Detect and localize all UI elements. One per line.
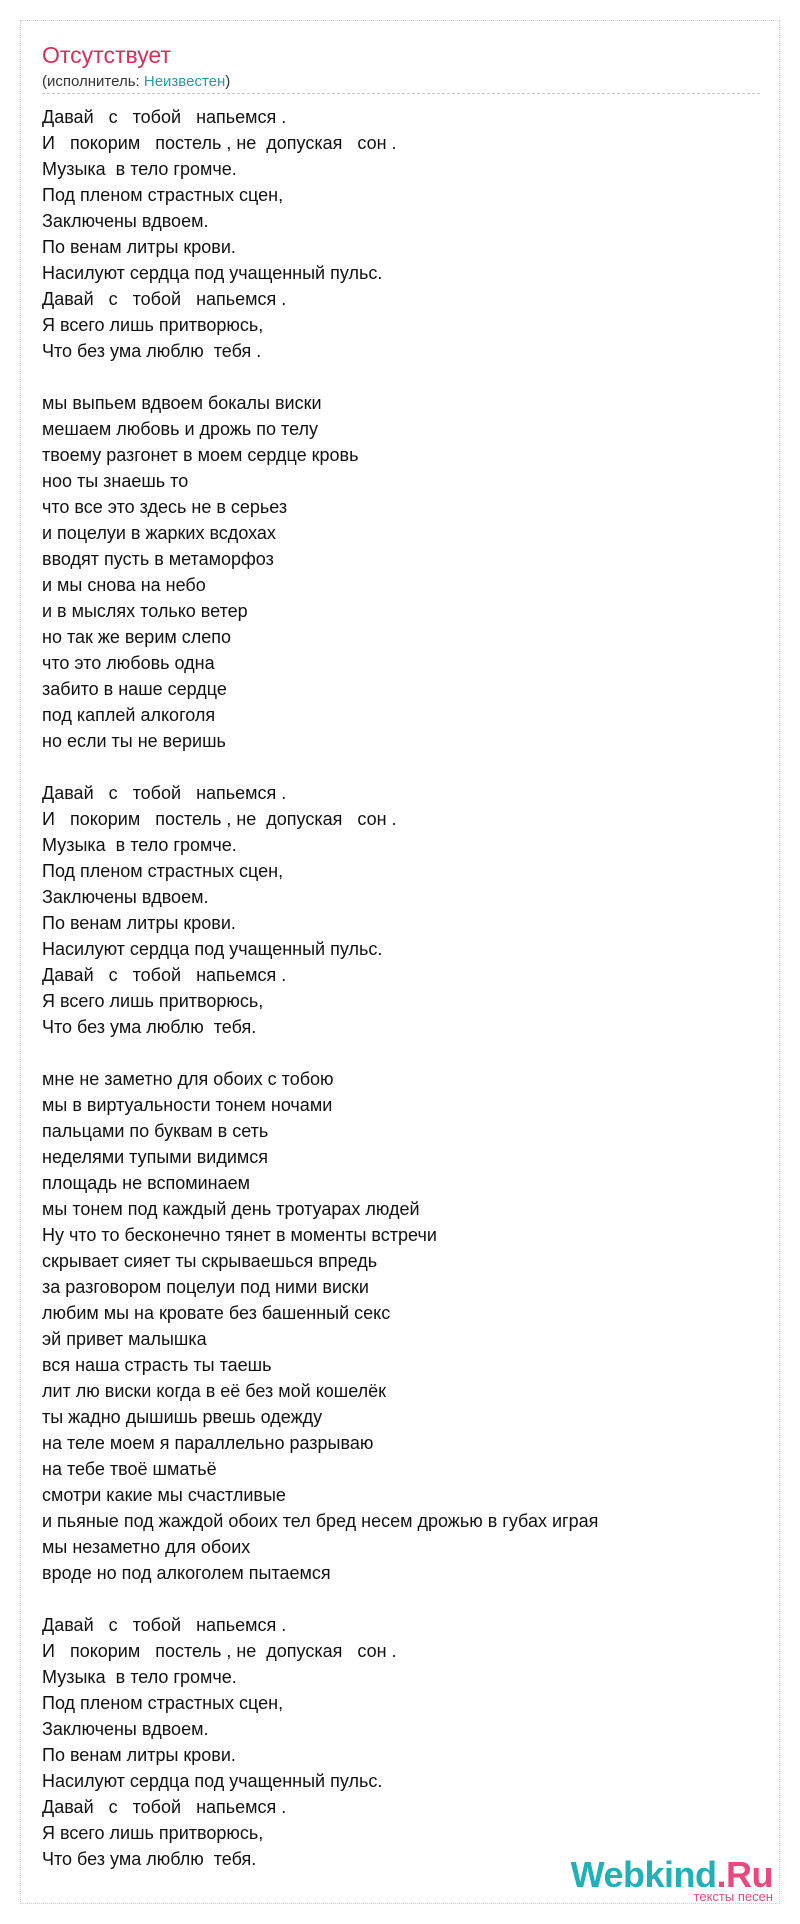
lyric-line: И покорим постель , не допуская сон . <box>42 809 397 829</box>
lyric-line: По венам литры крови. <box>42 237 236 257</box>
lyric-line: Музыка в тело громче. <box>42 159 237 179</box>
lyric-line: По венам литры крови. <box>42 913 236 933</box>
lyric-line: вся наша страсть ты таешь <box>42 1355 272 1375</box>
lyric-line: Заключены вдвоем. <box>42 887 209 907</box>
lyric-line: Что без ума люблю тебя . <box>42 341 262 361</box>
lyric-line: Что без ума люблю тебя. <box>42 1017 257 1037</box>
lyric-line: Ну что то бесконечно тянет в моменты встречи <box>42 1225 437 1245</box>
lyric-line: и поцелуи в жарких всдохах <box>42 523 276 543</box>
lyric-line: мне не заметно для обоих с тобою <box>42 1069 334 1089</box>
artist-link[interactable]: Неизвестен <box>143 73 226 90</box>
lyric-line: ты жадно дышишь рвешь одежду <box>42 1407 323 1427</box>
lyric-line: забито в наше сердце <box>42 679 227 699</box>
lyric-line: Давай с тобой напьемся . <box>42 1615 287 1635</box>
lyric-line: эй привет малышка <box>42 1329 207 1349</box>
lyric-line: мы тонем под каждый день тротуарах людей <box>42 1199 420 1219</box>
lyric-line: неделями тупыми видимся <box>42 1147 269 1167</box>
lyric-line: но если ты не веришь <box>42 731 226 751</box>
lyric-line <box>42 1040 762 1066</box>
lyric-line: Насилуют сердца под учащенный пульс. <box>42 263 383 283</box>
lyric-line: мы выпьем вдвоем бокалы виски <box>42 393 322 413</box>
webkind-logo[interactable] <box>571 1856 773 1904</box>
lyric-line: Давай с тобой напьемся . <box>42 965 287 985</box>
header-divider <box>42 93 760 94</box>
lyric-line <box>42 754 762 780</box>
lyric-line: Насилуют сердца под учащенный пульс. <box>42 939 383 959</box>
lyric-line: И покорим постель , не допуская сон . <box>42 133 397 153</box>
lyric-line: смотри какие мы счастливые <box>42 1485 286 1505</box>
lyric-line: Я всего лишь притворюсь, <box>42 991 264 1011</box>
artist-suffix: ) <box>225 73 231 90</box>
lyric-line: Музыка в тело громче. <box>42 835 237 855</box>
lyric-line: Заключены вдвоем. <box>42 211 209 231</box>
lyric-line: скрывает сияет ты скрываешься впредь <box>42 1251 378 1271</box>
lyric-line: что все это здесь не в серьез <box>42 497 288 517</box>
lyric-line: лит лю виски когда в её без мой кошелёк <box>42 1381 387 1401</box>
lyric-line <box>42 1586 762 1612</box>
lyric-line: Под пленом страстных сцен, <box>42 861 284 881</box>
lyric-line: и в мыслях только ветер <box>42 601 248 621</box>
lyric-line: ноо ты знаешь то <box>42 471 189 491</box>
lyric-line: Давай с тобой напьемся . <box>42 289 287 309</box>
lyric-line: и пьяные под жаждой обоих тел бред несем дрожью в губах играя <box>42 1511 599 1531</box>
song-title: Отсутствует <box>42 42 171 68</box>
lyric-line: Давай с тобой напьемся . <box>42 783 287 803</box>
lyric-line: и мы снова на небо <box>42 575 206 595</box>
lyric-line: на теле моем я параллельно разрываю <box>42 1433 374 1453</box>
lyric-line: Давай с тобой напьемся . <box>42 107 287 127</box>
lyric-line: на тебе твоё шматьё <box>42 1459 217 1479</box>
artist-line <box>42 72 230 92</box>
webkind-logo-tagline: тексты песен <box>693 1889 773 1904</box>
lyric-line: Я всего лишь притворюсь, <box>42 1823 264 1843</box>
lyric-line: любим мы на кровате без башенный секс <box>42 1303 391 1323</box>
lyric-line: Под пленом страстных сцен, <box>42 1693 284 1713</box>
lyric-line: Под пленом страстных сцен, <box>42 185 284 205</box>
lyric-line: Насилуют сердца под учащенный пульс. <box>42 1771 383 1791</box>
artist-prefix: (исполнитель: <box>42 73 144 90</box>
lyric-line: Заключены вдвоем. <box>42 1719 209 1739</box>
lyrics-body <box>42 104 762 1872</box>
lyric-line: пальцами по буквам в сеть <box>42 1121 269 1141</box>
lyric-line: площадь не вспоминаем <box>42 1173 251 1193</box>
lyric-line: Давай с тобой напьемся . <box>42 1797 287 1817</box>
webkind-logo-tld: .Ru <box>716 1854 773 1895</box>
lyric-line <box>42 364 762 390</box>
lyric-line: Что без ума люблю тебя. <box>42 1849 257 1869</box>
lyric-line: за разговором поцелуи под ними виски <box>42 1277 369 1297</box>
lyric-line: мы незаметно для обоих <box>42 1537 251 1557</box>
lyric-line: По венам литры крови. <box>42 1745 236 1765</box>
lyric-line: но так же верим слепо <box>42 627 232 647</box>
lyric-line: что это любовь одна <box>42 653 215 673</box>
lyric-line: И покорим постель , не допуская сон . <box>42 1641 397 1661</box>
webkind-logo-brand: Webkind <box>570 1854 717 1895</box>
lyric-line: вроде но под алкоголем пытаемся <box>42 1563 331 1583</box>
lyric-line: Музыка в тело громче. <box>42 1667 237 1687</box>
lyric-line: под каплей алкоголя <box>42 705 216 725</box>
lyric-line: твоему разгонет в моем сердце кровь <box>42 445 359 465</box>
lyric-line: вводят пусть в метаморфоз <box>42 549 274 569</box>
lyric-line: мешаем любовь и дрожь по телу <box>42 419 319 439</box>
lyric-line: Я всего лишь притворюсь, <box>42 315 264 335</box>
lyric-line: мы в виртуальности тонем ночами <box>42 1095 333 1115</box>
